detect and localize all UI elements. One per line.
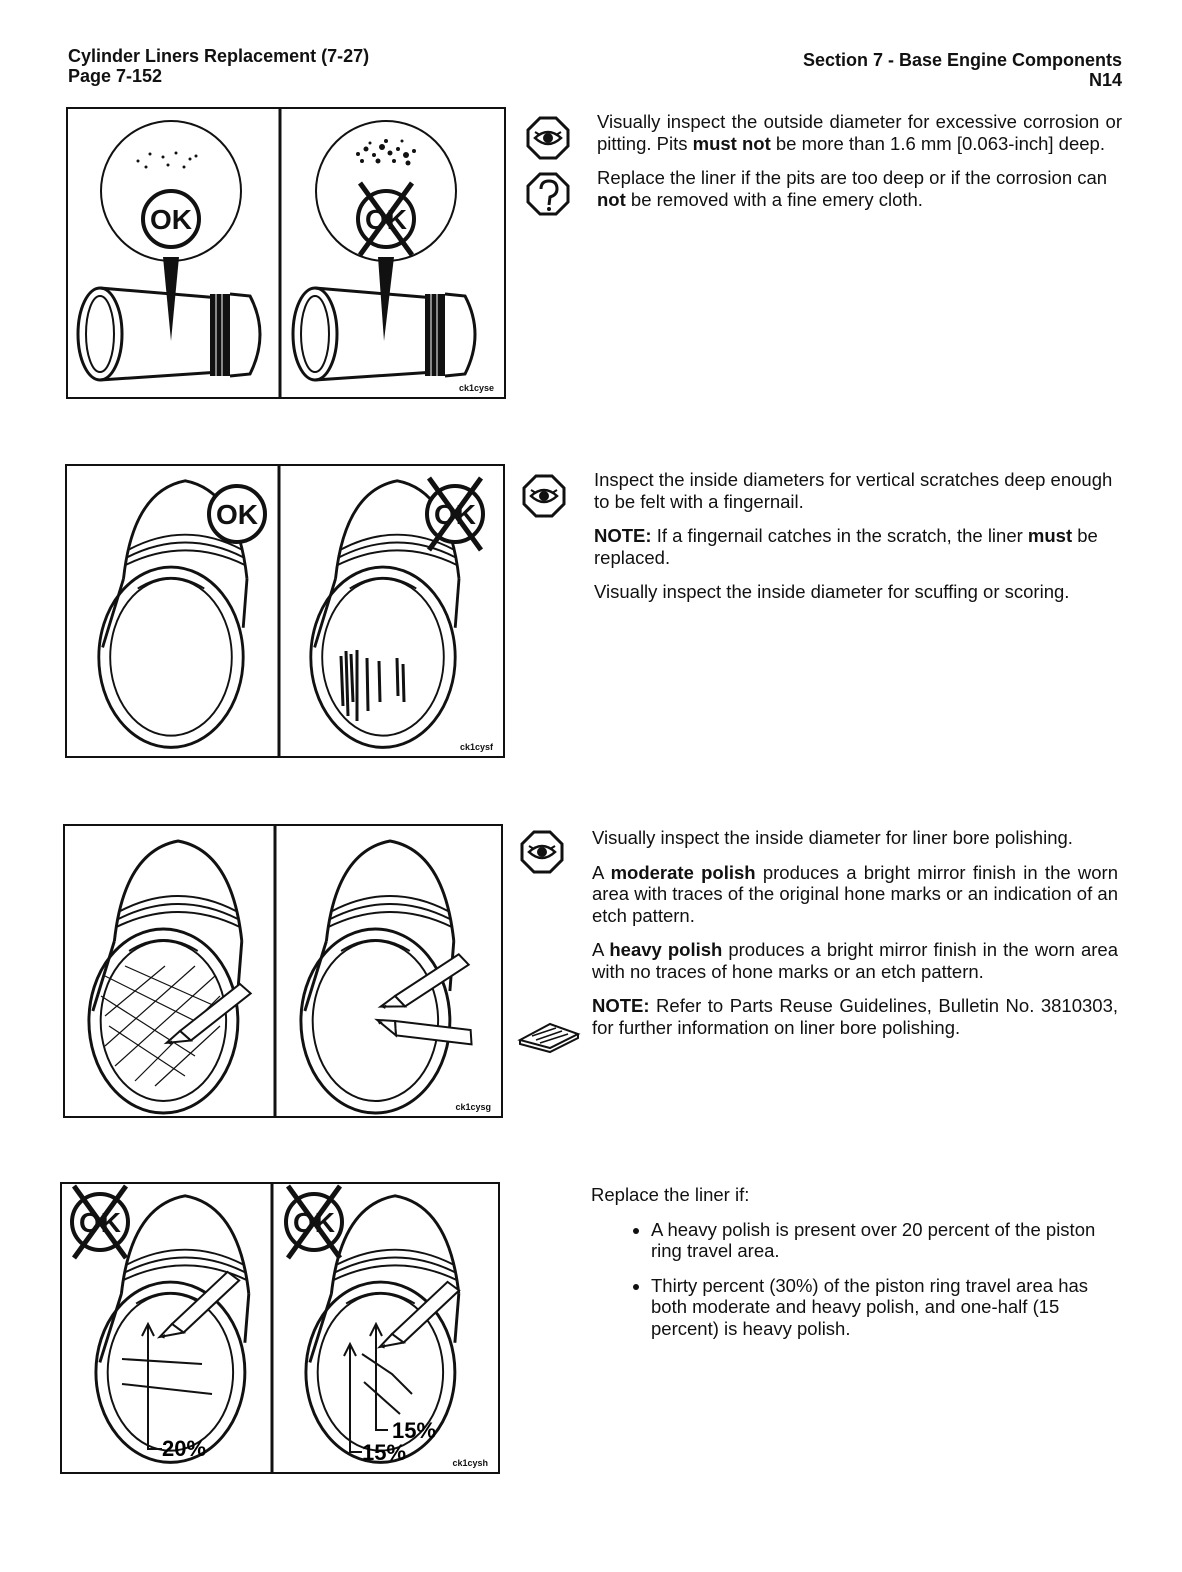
question-mark-icon: [526, 172, 570, 216]
definition-paragraph: [592, 939, 1118, 982]
definition-paragraph: [592, 862, 1118, 927]
polish-limits-illustration: [62, 1184, 498, 1472]
figure-code: ck1cysg: [455, 1102, 491, 1112]
list-item: • A heavy polish is present over 20 percent of the piston ring travel area.: [651, 1219, 1119, 1262]
text-span: be replaced.: [594, 525, 1098, 568]
eye-inspect-icon: [522, 474, 566, 518]
figure-inner-scratches: [65, 464, 505, 758]
criteria-list: [591, 1219, 1119, 1340]
bore-polishing-illustration: [65, 826, 501, 1116]
text-span: produces a bright mirror finish in the worn area with no traces of hone marks or an etch pattern.: [592, 939, 1118, 982]
figure-code: ck1cysf: [459, 742, 493, 752]
text-span: Replace the liner if the pits are too deep or if the corrosion can: [597, 167, 1108, 188]
text-span: Refer to Parts Reuse Guidelines, Bulletin No. 3810303, for further information on liner bore polishing.: [592, 995, 1118, 1038]
inner-scratches-illustration: [67, 466, 503, 756]
text-span: A: [592, 861, 611, 883]
eye-inspect-icon: [520, 830, 564, 874]
figure-polish-limits: [60, 1182, 500, 1474]
text-span: be removed with a fine emery cloth.: [625, 188, 923, 210]
instruction-paragraph: Visually inspect the inside diameter for scuffing or scoring.: [594, 581, 1070, 602]
note-paragraph: [592, 995, 1118, 1038]
text-span: If a fingernail catches in the scratch, the liner: [651, 525, 1028, 546]
text-span: be more than 1.6 mm [0.063-inch] deep.: [770, 132, 1105, 154]
note-label: NOTE:: [592, 995, 650, 1016]
intro-line: Replace the liner if:: [591, 1184, 750, 1205]
page-number: Page 7-152: [68, 66, 163, 86]
text-block-bore-polishing: [592, 827, 1118, 1051]
bulletin-reference-icon: [516, 1016, 582, 1056]
figure-outer-diameter: [66, 107, 506, 399]
instruction-paragraph: Inspect the inside diameters for vertical scratches deep enough to be felt with a fingernail.: [594, 469, 1113, 512]
doc-title: Cylinder Liners Replacement (7-27): [68, 46, 370, 66]
instruction-paragraph: [597, 111, 1122, 154]
figure-code: ck1cysh: [452, 1458, 488, 1468]
text-span: A: [592, 939, 610, 960]
note-paragraph: [594, 525, 1122, 568]
text-block-replace-criteria: [591, 1184, 1119, 1352]
figure-code: ck1cyse: [458, 383, 494, 393]
pct-15-top-label: 15%: [392, 1418, 437, 1443]
instruction-paragraph: [597, 167, 1122, 210]
instruction-paragraph: Visually inspect the inside diameter for liner bore polishing.: [592, 827, 1073, 848]
text-block-inner-scratches: [594, 469, 1122, 616]
text-block-outer-diameter: [597, 111, 1122, 223]
figure-bore-polishing: [63, 824, 503, 1118]
outer-diameter-illustration: [68, 109, 504, 397]
page-header-left: [68, 46, 369, 86]
text-span: produces a bright mirror finish in the worn area with traces of the original hone marks or an indication of an etch pattern.: [592, 861, 1119, 926]
page-header-right: [803, 50, 1122, 90]
emphasis: heavy polish: [609, 939, 723, 960]
emphasis: moderate polish: [610, 861, 756, 883]
emphasis: not: [597, 188, 626, 210]
emphasis: must not: [692, 132, 771, 154]
section-title: Section 7 - Base Engine Components: [802, 50, 1122, 70]
list-item: • Thirty percent (30%) of the piston ring travel area has both moderate and heavy polish, and one-half (15 percent) is heavy polish.: [651, 1275, 1119, 1340]
note-label: NOTE:: [594, 525, 652, 546]
emphasis: must: [1027, 525, 1073, 546]
text-span: Visually inspect the outside diameter for excessive corrosion or pitting. Pits: [597, 111, 1122, 154]
engine-model: N14: [1088, 70, 1122, 90]
pct-20-label: 20%: [162, 1436, 207, 1461]
eye-inspect-icon: [526, 116, 570, 160]
pct-15-bottom-label: 15%: [362, 1440, 407, 1465]
